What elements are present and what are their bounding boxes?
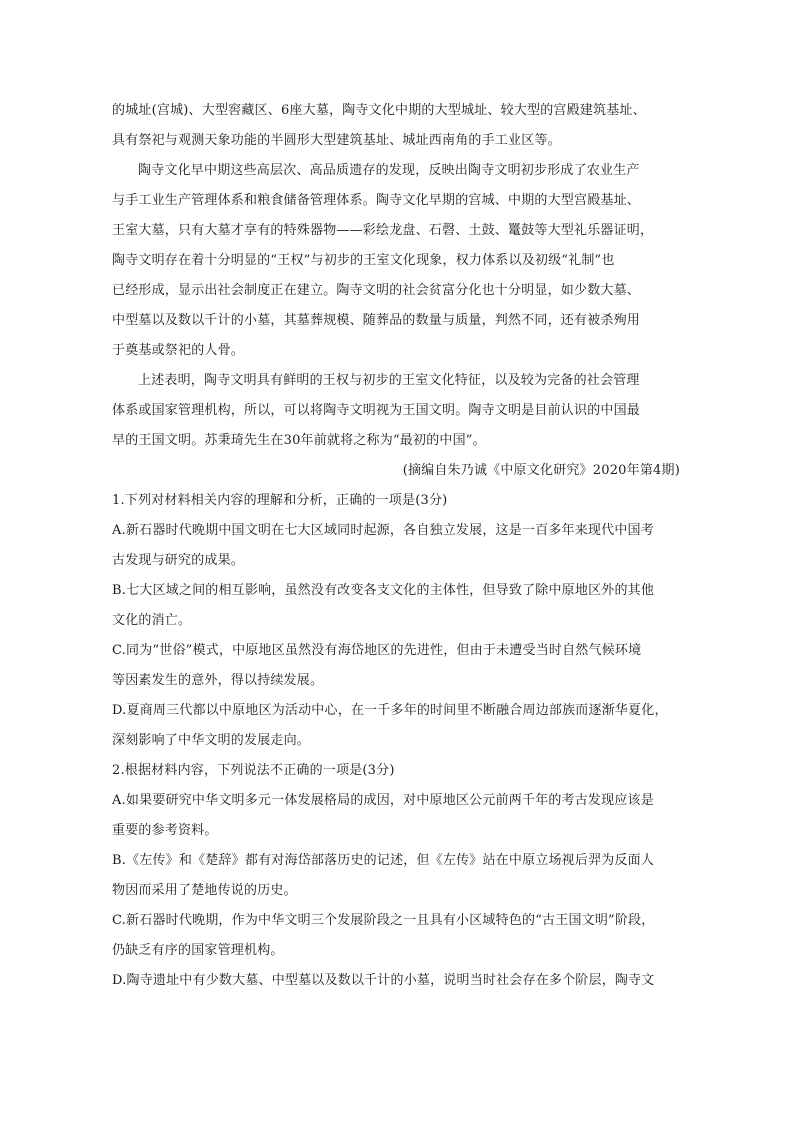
paragraph-3 [112, 366, 684, 456]
option-text: 深刻影响了中华文明的发展走向。 [112, 733, 311, 748]
text-line: 已经形成，显示出社会制度正在建立。陶寺文明的社会贫富分化也十分明显，如少数大墓、 [112, 283, 641, 298]
text-line: 早的王国文明。苏秉琦先生在30年前就将之称为“最初的中国”。 [112, 433, 486, 448]
option-text: 重要的参考资料。 [112, 823, 218, 838]
option-text: C.新石器时代晚期，作为中华文明三个发展阶段之一且具有小区域特色的“古王国文明”阶段， [112, 913, 655, 928]
option-b[interactable] [112, 576, 684, 636]
option-text: 文化的消亡。 [112, 613, 192, 628]
option-c[interactable] [112, 636, 684, 696]
option-text: B.《左传》和《楚辞》都有对海岱部落历史的记述，但《左传》站在中原立场视后羿为反面人 [112, 853, 655, 868]
option-a[interactable] [112, 516, 684, 576]
document-page [112, 96, 684, 996]
question-1 [112, 486, 684, 756]
option-text: A.如果要研究中华文明多元一体发展格局的成因，对中原地区公元前两千年的考古发现应该是 [112, 793, 654, 808]
option-text: C.同为“世俗”模式，中原地区虽然没有海岱地区的先进性，但由于未遭受当时自然气候环境 [112, 643, 642, 658]
text-line: 陶寺文化早中期这些高层次、高品质遗存的发现，反映出陶寺文明初步形成了农业生产 [138, 163, 640, 178]
text-line: 中型墓以及数以千计的小墓，其墓葬规模、随葬品的数量与质量，判然不同，还有被杀殉用 [112, 313, 641, 328]
option-b[interactable] [112, 846, 684, 906]
source-citation: (摘编自朱乃诚《中原文化研究》2020年第4期) [402, 463, 680, 478]
option-text: D.夏商周三代都以中原地区为活动中心，在一千多年的时间里不断融合周边部族而逐渐华夏化， [112, 703, 668, 718]
text-line: 具有祭祀与观测天象功能的半圆形大型建筑基址、城址西南角的手工业区等。 [112, 133, 561, 148]
text-line: 与手工业生产管理体系和粮食储备管理体系。陶寺文化早期的宫城、中期的大型宫殿基址、 [112, 193, 641, 208]
option-text: 物因而采用了楚地传说的历史。 [112, 883, 297, 898]
option-text: 仍缺乏有序的国家管理机构。 [112, 943, 284, 958]
text-line: 上述表明，陶寺文明具有鲜明的王权与初步的王室文化特征，以及较为完备的社会管理 [138, 373, 640, 388]
text-line: 的城址(宫城)、大型窖藏区、6座大墓，陶寺文化中期的大型城址、较大型的宫殿建筑基址、 [112, 103, 646, 118]
option-c[interactable] [112, 906, 684, 966]
option-text: A.新石器时代晚期中国文明在七大区域同时起源，各自独立发展，这是一百多年来现代中国考 [112, 523, 654, 538]
text-line: 体系或国家管理机构，所以，可以将陶寺文明视为王国文明。陶寺文明是目前认识的中国最 [112, 403, 641, 418]
text-line: 陶寺文明存在着十分明显的“王权”与初步的王室文化现象，权力体系以及初级“礼制”也 [112, 253, 615, 268]
text-line: 王室大墓，只有大墓才享有的特殊器物——彩绘龙盘、石磬、土鼓、鼍鼓等大型礼乐器证明， [112, 223, 654, 238]
option-d[interactable] [112, 696, 684, 756]
question-stem: 2.根据材料内容，下列说法不正确的一项是(3分) [112, 763, 395, 778]
option-text: D.陶寺遗址中有少数大墓、中型墓以及数以千计的小墓，说明当时社会存在多个阶层，陶寺文 [112, 973, 655, 988]
option-a[interactable] [112, 786, 684, 846]
text-line: 于奠基或祭祀的人骨。 [112, 343, 245, 358]
paragraph-1 [112, 96, 684, 156]
option-text: 古发现与研究的成果。 [112, 553, 245, 568]
option-d[interactable] [112, 966, 684, 996]
question-2 [112, 756, 684, 996]
paragraph-2 [112, 156, 684, 366]
option-text: B.七大区域之间的相互影响，虽然没有改变各支文化的主体性，但导致了除中原地区外的其他 [112, 583, 655, 598]
question-stem: 1.下列对材料相关内容的理解和分析，正确的一项是(3分) [112, 493, 448, 508]
option-text: 等因素发生的意外，得以持续发展。 [112, 673, 324, 688]
